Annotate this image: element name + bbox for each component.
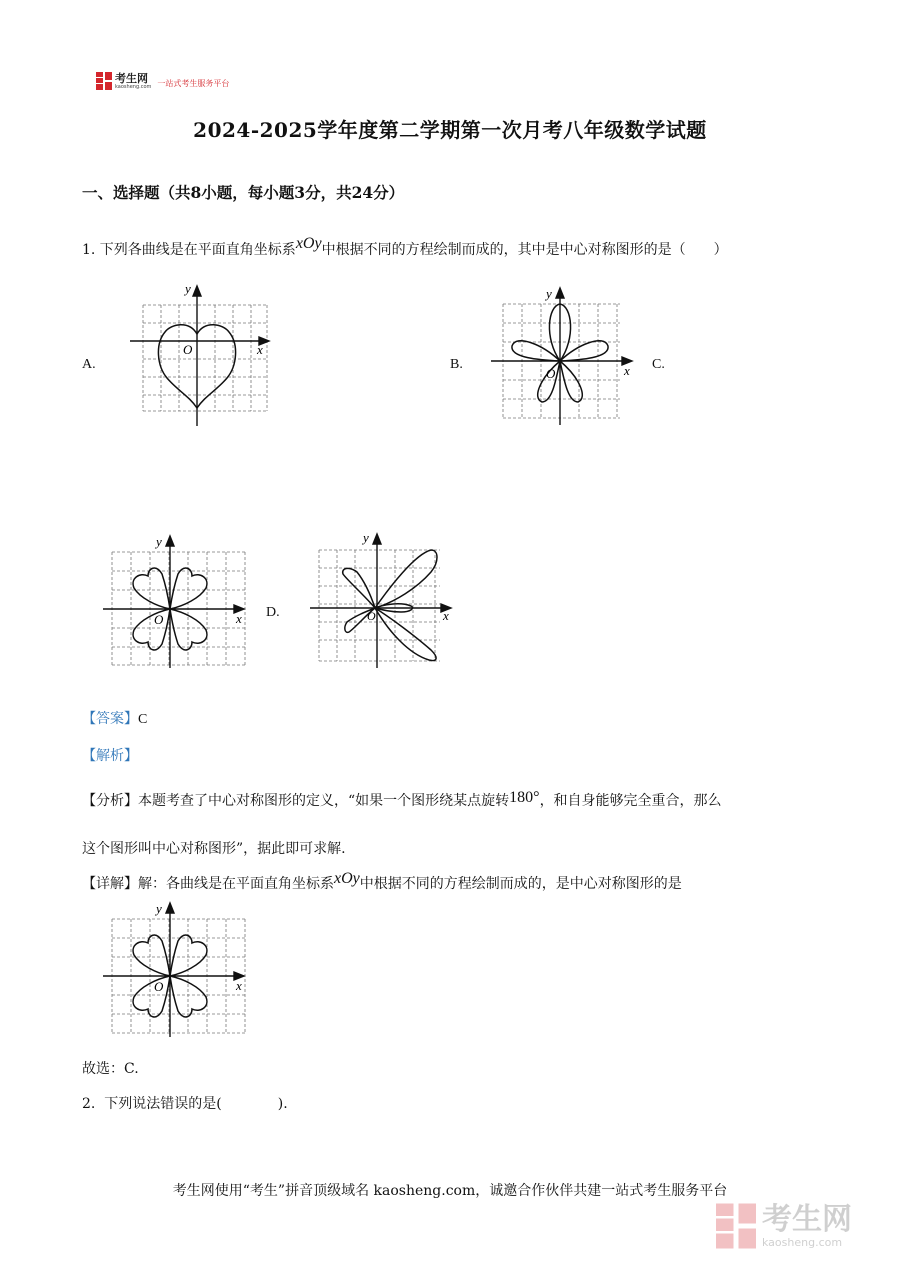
origin-label: O [154,612,164,627]
detail-before: 解：各曲线是在平面直角坐标系 [138,876,334,892]
question-2-stem [82,1093,288,1113]
conclusion: 故选：C. [82,1061,139,1077]
question-1-stem [82,235,728,259]
q1-stem-after: 中根据不同的方程绘制而成的，其中是中心对称图形的是（ ） [321,242,728,258]
origin-label: O [546,366,556,381]
axis-y-label: y [156,901,162,916]
answer-tag: 【答案】 [82,711,138,727]
graph-option-b [488,282,638,427]
kaosheng-logo-icon [96,72,112,90]
option-a-label: A. [82,357,96,372]
y-axis-arrow [193,286,201,296]
answer-line [82,708,147,728]
watermark-domain: kaosheng.com [762,1235,843,1249]
axis-x-label: x [236,978,242,993]
axis-x-label: x [257,342,263,357]
graph-option-d [305,528,457,670]
q2-num: 2. [82,1096,96,1112]
detail-tag: 【详解】 [82,876,138,892]
watermark-logo-icon [716,1203,756,1249]
graph-option-a [125,280,275,428]
q1-stem-before: 1. 下列各曲线是在平面直角坐标系 [82,242,296,258]
detail-paragraph [82,870,682,893]
fenxi-before: 本题考查了中心对称图形的定义，“如果一个图形绕某点旋转 [138,793,510,809]
axis-x-label: x [624,363,630,378]
detail-math: xOy [334,870,360,887]
fenxi-tag: 【分析】 [82,793,138,809]
logo-domain: kaosheng.com [115,83,152,90]
fenxi-paragraph [82,790,722,810]
butterfly-curve [343,550,437,661]
fenxi-math: 180° [509,789,540,806]
graph-option-c [100,530,250,670]
axis-x-label: x [236,611,242,626]
logo-slogan: 一站式考生服务平台 [157,78,230,88]
page-footer: 考生网使用“考生”拼音顶级域名 kaosheng.com，诚邀合作伙伴共建一站式考生服务平台 [172,1183,728,1199]
fenxi-after: ，和自身能够完全重合，那么 [539,793,722,809]
axis-x-label: x [443,608,449,623]
axis-y-label: y [546,286,552,301]
graph-solution [100,897,250,1039]
origin-label: O [154,979,164,994]
option-c-label: C. [652,357,665,372]
axis-y-label: y [156,534,162,549]
detail-after: 中根据不同的方程绘制而成的，是中心对称图形的是 [359,876,682,892]
watermark [716,1203,852,1249]
logo-brand: 考生网 [115,71,148,85]
answer-value: C [138,712,148,727]
section-heading: 一、选择题（共8小题，每小题3分，共24分） [82,183,405,202]
option-b-label: B. [450,357,463,372]
origin-label: O [367,609,376,623]
axis-y-label: y [185,281,191,296]
option-d-label: D. [266,605,280,620]
page-title: 2024-2025学年度第二学期第一次月考八年级数学试题 [193,118,707,142]
analysis-tag: 【解析】 [82,748,138,764]
q2-text: 下列说法错误的是( ). [104,1096,288,1112]
axis-y-label: y [363,530,369,545]
q1-stem-math: xOy [295,235,322,252]
header-logo [96,72,229,90]
fenxi-line-2: 这个图形叫中心对称图形”，据此即可求解. [82,841,346,857]
watermark-brand: 考生网 [762,1201,852,1237]
origin-label: O [183,342,193,357]
